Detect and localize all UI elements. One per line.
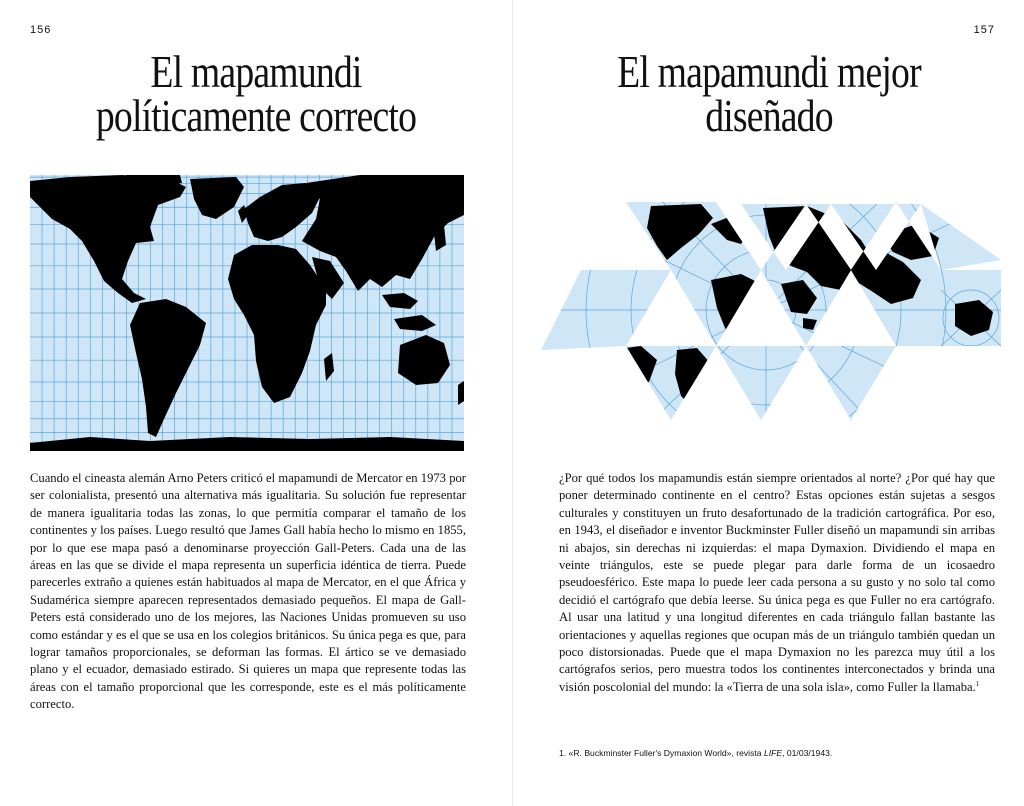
title-line: El mapamundi mejor — [617, 46, 921, 97]
page-number: 157 — [973, 24, 995, 36]
footnote — [559, 748, 832, 758]
body-paragraph — [559, 470, 995, 696]
page-number: 156 — [30, 24, 52, 36]
footnote-prefix: 1. «R. Buckminster Fuller's Dymaxion World», revista — [559, 748, 764, 758]
footnote-marker: 1 — [975, 679, 980, 688]
page-title — [559, 46, 979, 141]
dymaxion-map — [541, 200, 1001, 422]
title-line: diseñado — [705, 90, 833, 141]
footnote-suffix: , 01/03/1943. — [782, 748, 833, 758]
right-page — [512, 0, 1024, 806]
body-paragraph: Cuando el cineasta alemán Arno Peters criticó el mapamundi de Mercator en 1973 por ser colonialista, presentó una alternativa más igualitaria. Su solución fue representar de manera igualitaria todas las zonas, lo que permitía comparar el tamaño de los continentes y los países. Luego resultó que James Gall había hecho lo mismo en 1855, por lo que ese mapa pasó a denominarse proyección Gall-Peters. Cada una de las áreas en las que se divide el mapa representa un superficia idéntica de tierra. Puede parecerles extraño a quienes están habituados al mapa de Mercator, en el que África y Sudamérica siempre aparecen representados demasiado pequeños. El mapa de Gall-Peters está considerado uno de los mejores, las Naciones Unidas promueven su uso como estándar y es el que se usa en los colegios británicos. Su única pega es que, para lograr tamaños proporcionales, se deforman las formas. El ártico se ve demasiado plano y el ecuador, demasiado estirado. Si quieres un mapa que represente todas las áreas con el tamaño proporcional que les corresponde, este es el más políticamente correcto. — [30, 471, 466, 712]
gall-peters-map-image — [30, 175, 464, 451]
gall-peters-map — [30, 175, 464, 451]
dymaxion-map-image — [541, 200, 1001, 422]
body-text: ¿Por qué todos los mapamundis están siempre orientados al norte? ¿Por qué hay que poner determinado continente en el centro? Estas opciones están sujetas a sesgos culturales y constituyen un fruto desafortunado de la tradición cartográfica. Por eso, en 1943, el diseñador e inventor Buckminster Fuller diseñó un mapamundi sin arribas ni abajos, sin derechas ni izquierdas: el mapa Dymaxion. Dividiendo el mapa en veinte triángulos, este se puede plegar para darle forma de un icosaedro pseudoesférico. Este mapa lo puede leer cada persona a su gusto y no solo tal como decidió el cartógrafo que debía leerse. Su única pega es que Fuller no era cartógrafo. Al usar una latitud y una longitud diferentes en cada triángulo fallan bastante las orientaciones y aquellas regiones que ocupan más de un triángulo también quedan un poco distorsionadas. Puede que el mapa Dymaxion no les parezca muy útil a los cartógrafos serios, pero muestra todos los continentes interconectados y brinda una visión poscolonial del mundo: la «Tierra de una sola isla», como Fuller la llamaba. — [559, 471, 995, 694]
title-line: políticamente correcto — [95, 90, 417, 141]
page-title — [46, 46, 466, 141]
footnote-magazine: LIFE — [763, 748, 783, 758]
title-line: El mapamundi — [150, 46, 362, 97]
